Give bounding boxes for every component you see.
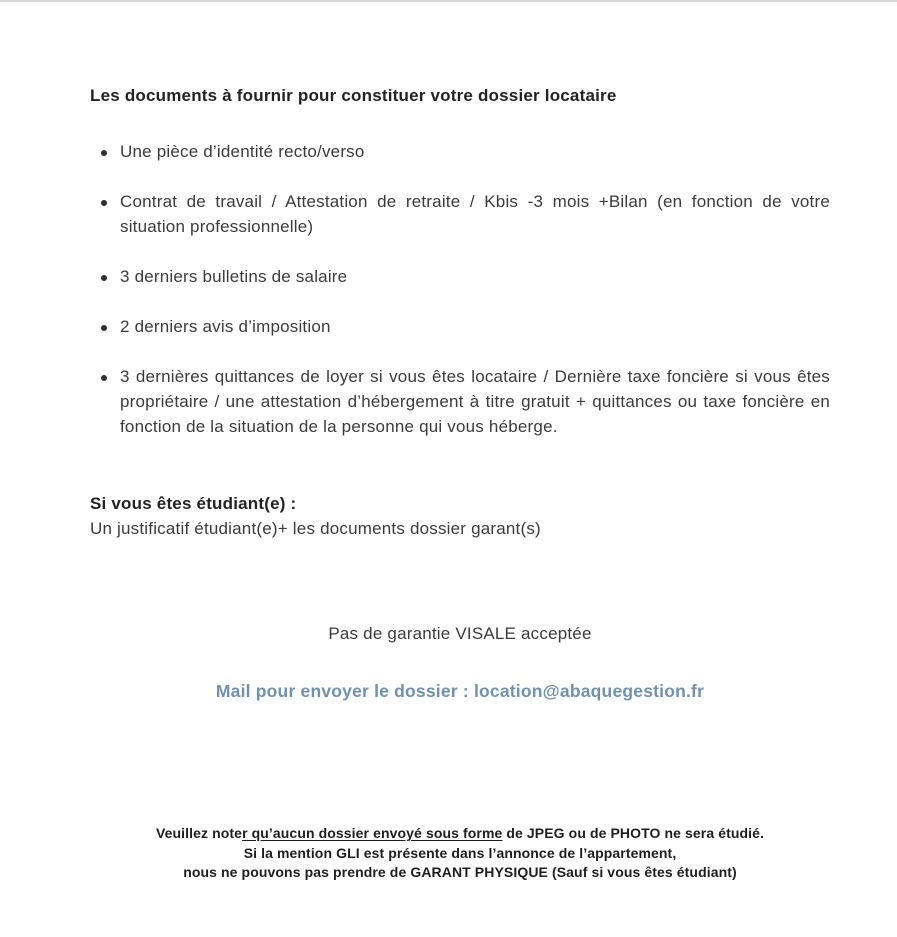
student-section-heading: Si vous êtes étudiant(e) : [90,494,297,513]
mail-instruction: Mail pour envoyer le dossier : location@abaquegestion.fr [215,681,705,701]
bullet-icon [101,150,107,156]
bullet-icon [101,375,107,381]
list-item-text: Contrat de travail / Attestation de retraite / Kbis -3 mois +Bilan (en fonction de votre situation professionnelle) [120,192,830,236]
list-item-text: Une pièce d’identité recto/verso [120,142,365,161]
list-item-text: 3 dernières quittances de loyer si vous êtes locataire / Dernière taxe foncière si vous êtes propriétaire / une attestation d’hébergement à titre gratuit + quittances ou taxe foncière en fonction de la situation de la personne qui vous héberge. [120,367,830,436]
page-title: Les documents à fournir pour constituer votre dossier locataire [90,86,617,105]
footer-line-2: Si la mention GLI est présente dans l’annonce de l’appartement, [243,844,677,861]
list-item [90,364,830,439]
top-divider [0,0,897,2]
bullet-icon [101,200,107,206]
footer-line-3: nous ne pouvons pas prendre de GARANT PHYSIQUE (Sauf si vous êtes étudiant) [183,864,737,880]
bullet-icon [101,275,107,281]
footer-line-1-underlined: r qu’aucun dossier envoyé sous forme [242,825,503,841]
bullet-icon [101,325,107,331]
list-item [90,189,830,239]
student-section-text: Un justificatif étudiant(e)+ les documents dossier garant(s) [90,519,541,538]
list-item-text: 2 derniers avis d’imposition [120,317,331,336]
list-item-text: 3 derniers bulletins de salaire [120,267,348,286]
footer-line-1-prefix: Veuillez note [155,825,243,841]
footer-line-1 [90,824,830,844]
list-item [90,264,830,289]
visale-note: Pas de garantie VISALE acceptée [328,624,592,643]
footer-note [90,824,830,883]
list-item [90,314,830,339]
required-documents-list [90,139,830,439]
list-item [90,139,830,164]
footer-line-1-suffix: de JPEG ou de PHOTO ne sera étudié. [502,825,765,841]
